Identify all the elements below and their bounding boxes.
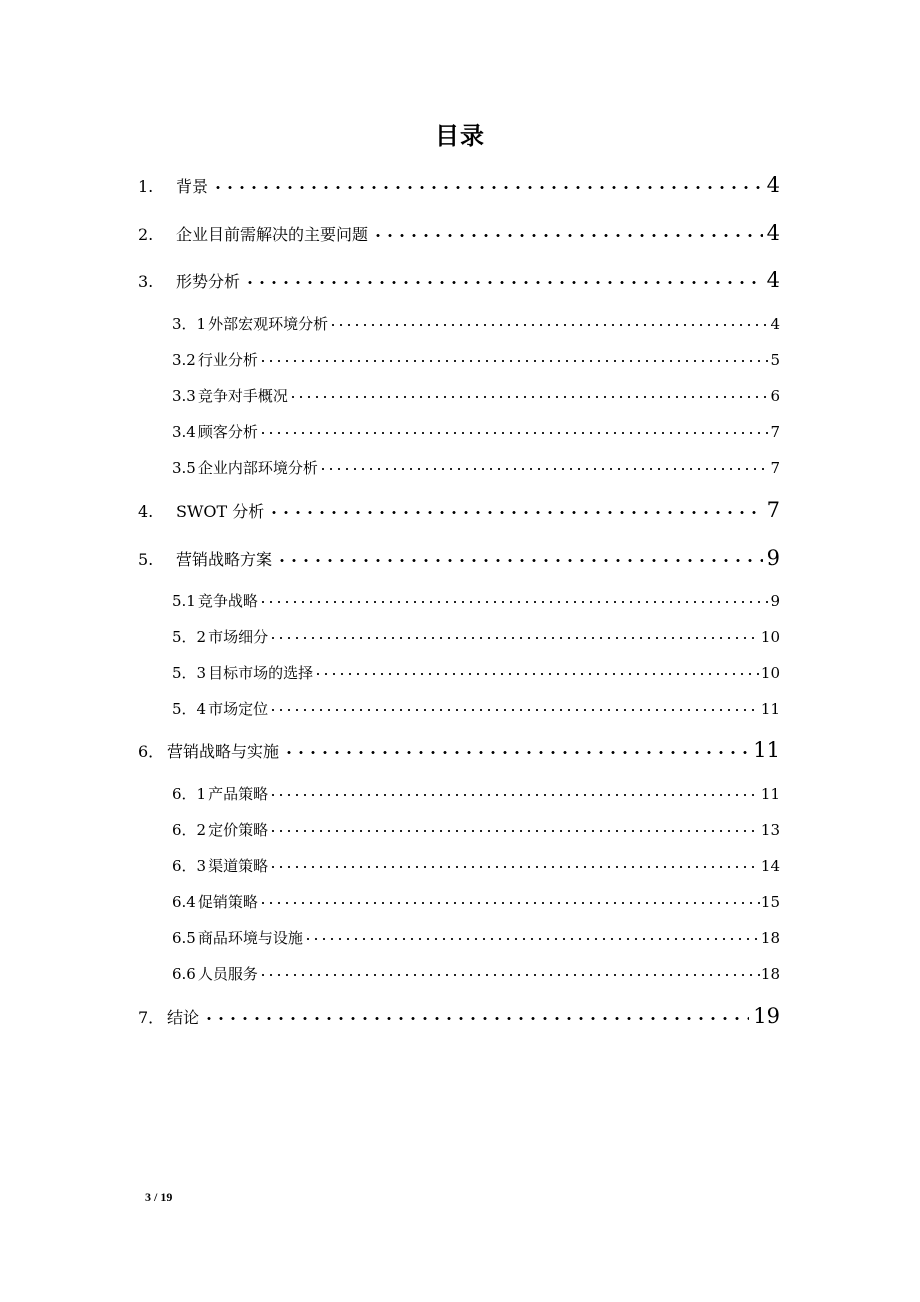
toc-page-number: 6 [770, 387, 780, 405]
dot-leader [329, 314, 769, 329]
toc-number: 6.4 [172, 893, 196, 911]
dot-leader [212, 176, 763, 192]
toc-entry-3-1[interactable] [172, 313, 780, 334]
toc-entry-5[interactable] [138, 546, 780, 570]
toc-page-number: 7 [770, 459, 780, 477]
toc-page-number: 7 [770, 423, 780, 441]
toc-number: 6.6 [172, 965, 196, 983]
toc-number: 3.4 [172, 423, 196, 441]
toc-page-number: 18 [760, 965, 780, 983]
toc-number: 4. [138, 502, 154, 521]
toc-number: 5．2 [172, 628, 207, 646]
toc-entry-7[interactable] [138, 1004, 780, 1028]
toc-title: 竞争战略 [197, 592, 258, 610]
toc-number: 5．3 [172, 664, 207, 682]
toc-entry-6-2[interactable] [172, 819, 780, 840]
toc-page-number: 4 [766, 221, 780, 245]
dot-leader [304, 928, 760, 943]
toc-page-number: 14 [760, 857, 780, 875]
toc-entry-5-1[interactable] [172, 590, 780, 611]
toc-page-number: 4 [766, 268, 780, 292]
dot-leader [319, 458, 770, 473]
dot-leader [372, 224, 763, 240]
toc-title: 市场定位 [208, 700, 269, 718]
toc-title: 促销策略 [197, 893, 258, 911]
toc-entry-3-2[interactable] [172, 349, 780, 370]
toc-title: 企业目前需解决的主要问题 [176, 225, 369, 244]
toc-number: 3.3 [172, 387, 196, 405]
toc-entry-6-3[interactable] [172, 855, 780, 876]
toc-title: 产品策略 [208, 785, 269, 803]
toc-page-number: 18 [760, 929, 780, 947]
toc-number: 6．2 [172, 821, 207, 839]
toc-number: 6.5 [172, 929, 196, 947]
toc-entry-5-4[interactable] [172, 698, 780, 719]
dot-leader [259, 964, 760, 979]
toc-page-number: 11 [753, 738, 780, 762]
dot-leader [269, 699, 760, 714]
toc-title: 背景 [176, 177, 209, 196]
toc-entry-2[interactable] [138, 221, 780, 245]
toc-title: 商品环境与设施 [197, 929, 303, 947]
toc-page-number: 4 [770, 315, 780, 333]
toc-entry-6[interactable] [138, 738, 780, 762]
dot-leader [259, 350, 770, 365]
dot-leader [314, 663, 760, 678]
dot-leader [259, 422, 770, 437]
toc-title: 外部宏观环境分析 [208, 315, 329, 333]
toc-title: 渠道策略 [208, 857, 269, 875]
toc-number: 7． [138, 1008, 165, 1027]
toc-page-number: 9 [766, 546, 780, 570]
toc-title: 竞争对手概况 [197, 387, 288, 405]
toc-number: 6． [138, 742, 165, 761]
dot-leader [269, 856, 760, 871]
toc-entry-6-6[interactable] [172, 963, 780, 984]
toc-title: 定价策略 [208, 821, 269, 839]
page-footer: 3 / 19 [145, 1190, 173, 1204]
dot-leader [269, 820, 760, 835]
toc-number: 1. [138, 177, 154, 196]
toc-number: 6．3 [172, 857, 207, 875]
toc-number: 3.2 [172, 351, 196, 369]
toc-entry-6-5[interactable] [172, 927, 780, 948]
toc-entry-1[interactable] [138, 173, 780, 197]
toc-entry-3-4[interactable] [172, 421, 780, 442]
toc-page-number: 10 [760, 628, 780, 646]
toc-page-number: 7 [766, 498, 780, 522]
toc-entry-3-5[interactable] [172, 457, 780, 478]
toc-number: 2. [138, 225, 154, 244]
toc-number: 5.1 [172, 592, 196, 610]
dot-leader [259, 591, 770, 606]
toc-title: 行业分析 [197, 351, 258, 369]
toc-number: 5．4 [172, 700, 207, 718]
toc-page-number: 10 [760, 664, 780, 682]
toc-page-number: 11 [760, 700, 780, 718]
toc-title: 人员服务 [197, 965, 258, 983]
toc-page-number: 5 [770, 351, 780, 369]
toc-title: 目标市场的选择 [208, 664, 314, 682]
toc-page-number: 9 [770, 592, 780, 610]
toc-title: 营销战略与实施 [167, 742, 280, 761]
toc-title: 营销战略方案 [176, 550, 273, 569]
toc-page-number: 13 [760, 821, 780, 839]
toc-number: 6．1 [172, 785, 207, 803]
toc-title: 形势分析 [176, 272, 241, 291]
toc-title: SWOT 分析 [176, 502, 265, 521]
toc-page-number: 11 [760, 785, 780, 803]
toc-entry-4[interactable] [138, 498, 780, 522]
page-title: 目录 [435, 122, 485, 150]
toc-entry-3[interactable] [138, 268, 780, 292]
dot-leader [268, 501, 762, 517]
dot-leader [259, 892, 760, 907]
toc-number: 3．1 [172, 315, 207, 333]
dot-leader [244, 271, 763, 287]
dot-leader [283, 741, 749, 757]
toc-entry-5-3[interactable] [172, 662, 780, 683]
dot-leader [203, 1007, 749, 1023]
toc-number: 5. [138, 550, 154, 569]
toc-title: 企业内部环境分析 [197, 459, 318, 477]
toc-entry-6-1[interactable] [172, 783, 780, 804]
dot-leader [289, 386, 770, 401]
dot-leader [269, 627, 760, 642]
toc-title: 顾客分析 [197, 423, 258, 441]
toc-page-number: 4 [766, 173, 780, 197]
dot-leader [269, 784, 760, 799]
dot-leader [276, 549, 763, 565]
toc-page-number: 19 [753, 1004, 780, 1028]
toc-entry-5-2[interactable] [172, 626, 780, 647]
toc-title: 结论 [167, 1008, 200, 1027]
toc-number: 3. [138, 272, 154, 291]
toc-title: 市场细分 [208, 628, 269, 646]
toc-number: 3.5 [172, 459, 196, 477]
toc-entry-3-3[interactable] [172, 385, 780, 406]
toc-entry-6-4[interactable] [172, 891, 780, 912]
toc-page-number: 15 [760, 893, 780, 911]
